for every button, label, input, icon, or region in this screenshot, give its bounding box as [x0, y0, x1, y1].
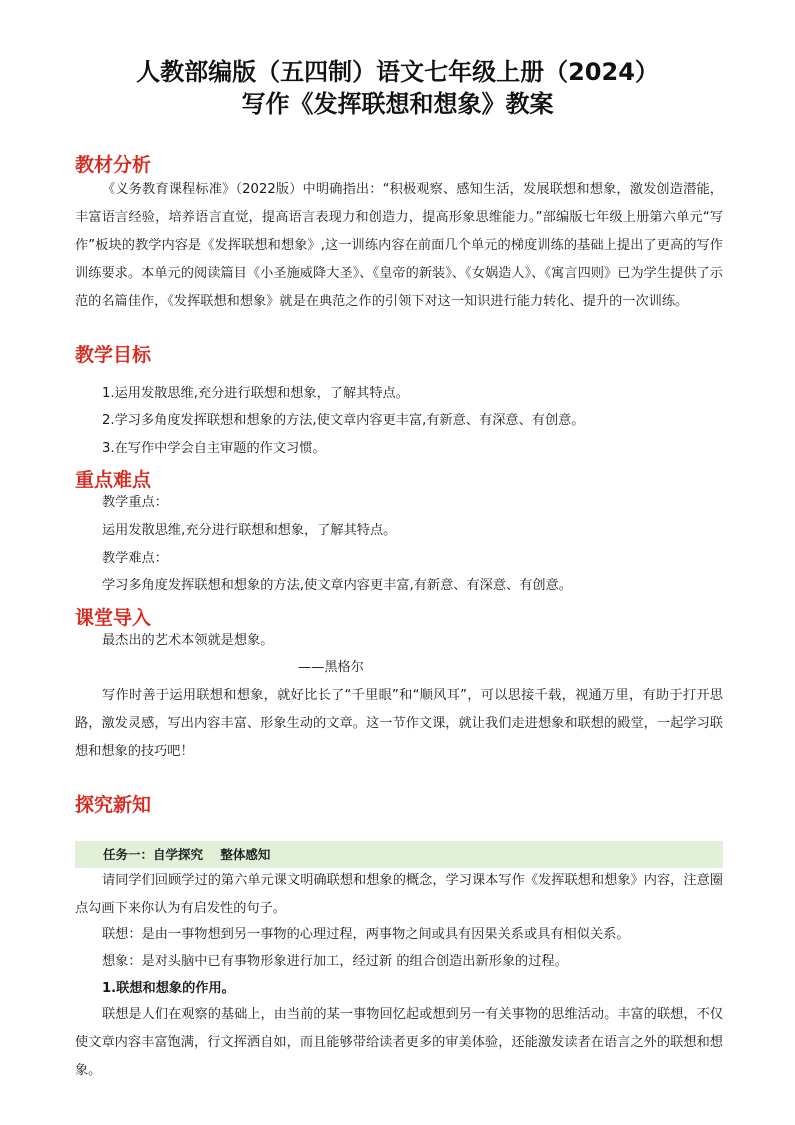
goal-item-1: 1.运用发散思维,充分进行联想和想象，了解其特点。 — [102, 386, 409, 401]
section-heading-focus: 重点难点 — [75, 469, 152, 491]
section-heading-analysis: 教材分析 — [75, 154, 152, 176]
section-heading-goals: 教学目标 — [75, 344, 152, 366]
analysis-paragraph: 《义务教育课程标准》（2022版）中明确指出：“积极观察、感知生活，发展联想和想象，激发创造潜能，丰富语言经验，培养语言直觉，提高语言表现力和创造力，提高形象思维能力。”部编版七年级上册第六单元“写作”板块的教学内容是《发挥联想和想象》,这一训练内容在前面几个单元的梯度训练的基础上提出了更高的写作训练要求。本单元的阅读篇目《小圣施威降大圣》、《皇帝的新装》、《女娲造人》、《寓言四则》已为学生提供了示范的名篇佳作，《发挥联想和想象》就是在典范之作的引领下对这一知识进行能力转化、提升的一次训练。 — [75, 182, 723, 309]
key-point-label: 教学重点： — [102, 495, 168, 510]
difficulty-text: 学习多角度发挥联想和想象的方法,使文章内容更丰富,有新意、有深意、有创意。 — [102, 578, 572, 593]
function-subheading: 1.联想和想象的作用。 — [102, 981, 235, 996]
association-definition: 联想：是由一事物想到另一事物的心理过程，两事物之间或具有因果关系或具有相似关系。 — [102, 927, 630, 942]
task-one-bar — [75, 841, 723, 868]
goal-item-2: 2.学习多角度发挥联想和想象的方法,使文章内容更丰富,有新意、有深意、有创意。 — [102, 413, 585, 428]
goal-item-3: 3.在写作中学会自主审题的作文习惯。 — [102, 441, 326, 456]
intro-quote: 最杰出的艺术本领就是想象。 — [102, 633, 274, 648]
document-title-line1: 人教部编版（五四制）语文七年级上册（2024） — [136, 58, 659, 86]
document-title-line2: 写作《发挥联想和想象》教案 — [241, 90, 554, 118]
intro-quote-attribution: ——黑格尔 — [298, 660, 364, 675]
difficulty-label: 教学难点： — [102, 551, 168, 566]
imagination-definition: 想象：是对头脑中已有事物形象进行加工，经过新 的组合创造出新形象的过程。 — [102, 954, 568, 969]
section-heading-explore: 探究新知 — [75, 794, 152, 816]
key-point-text: 运用发散思维,充分进行联想和想象，了解其特点。 — [102, 523, 397, 538]
association-function-paragraph: 联想是人们在观察的基础上，由当前的某一事物回忆起或想到另一有关事物的思维活动。丰富的联想，不仅使文章内容丰富饱满，行文挥洒自如，而且能够带给读者更多的审美体验，还能激发读者在语言之外的联想和想象。 — [75, 1007, 723, 1078]
section-heading-intro: 课堂导入 — [75, 607, 152, 629]
intro-paragraph: 写作时善于运用联想和想象，就好比长了“千里眼”和“顺风耳”，可以思接千载，视通万里，有助于打开思路，激发灵感，写出内容丰富、形象生动的文章。这一节作文课，就让我们走进想象和联想的殿堂，一起学习联想和想象的技巧吧！ — [75, 688, 723, 759]
task-one-title: 任务一：自学探究 整体感知 — [103, 847, 271, 862]
task-one-paragraph: 请同学们回顾学过的第六单元课文明确联想和想象的概念，学习课本写作《发挥联想和想象》内容，注意圈点勾画下来你认为有启发性的句子。 — [75, 873, 723, 916]
